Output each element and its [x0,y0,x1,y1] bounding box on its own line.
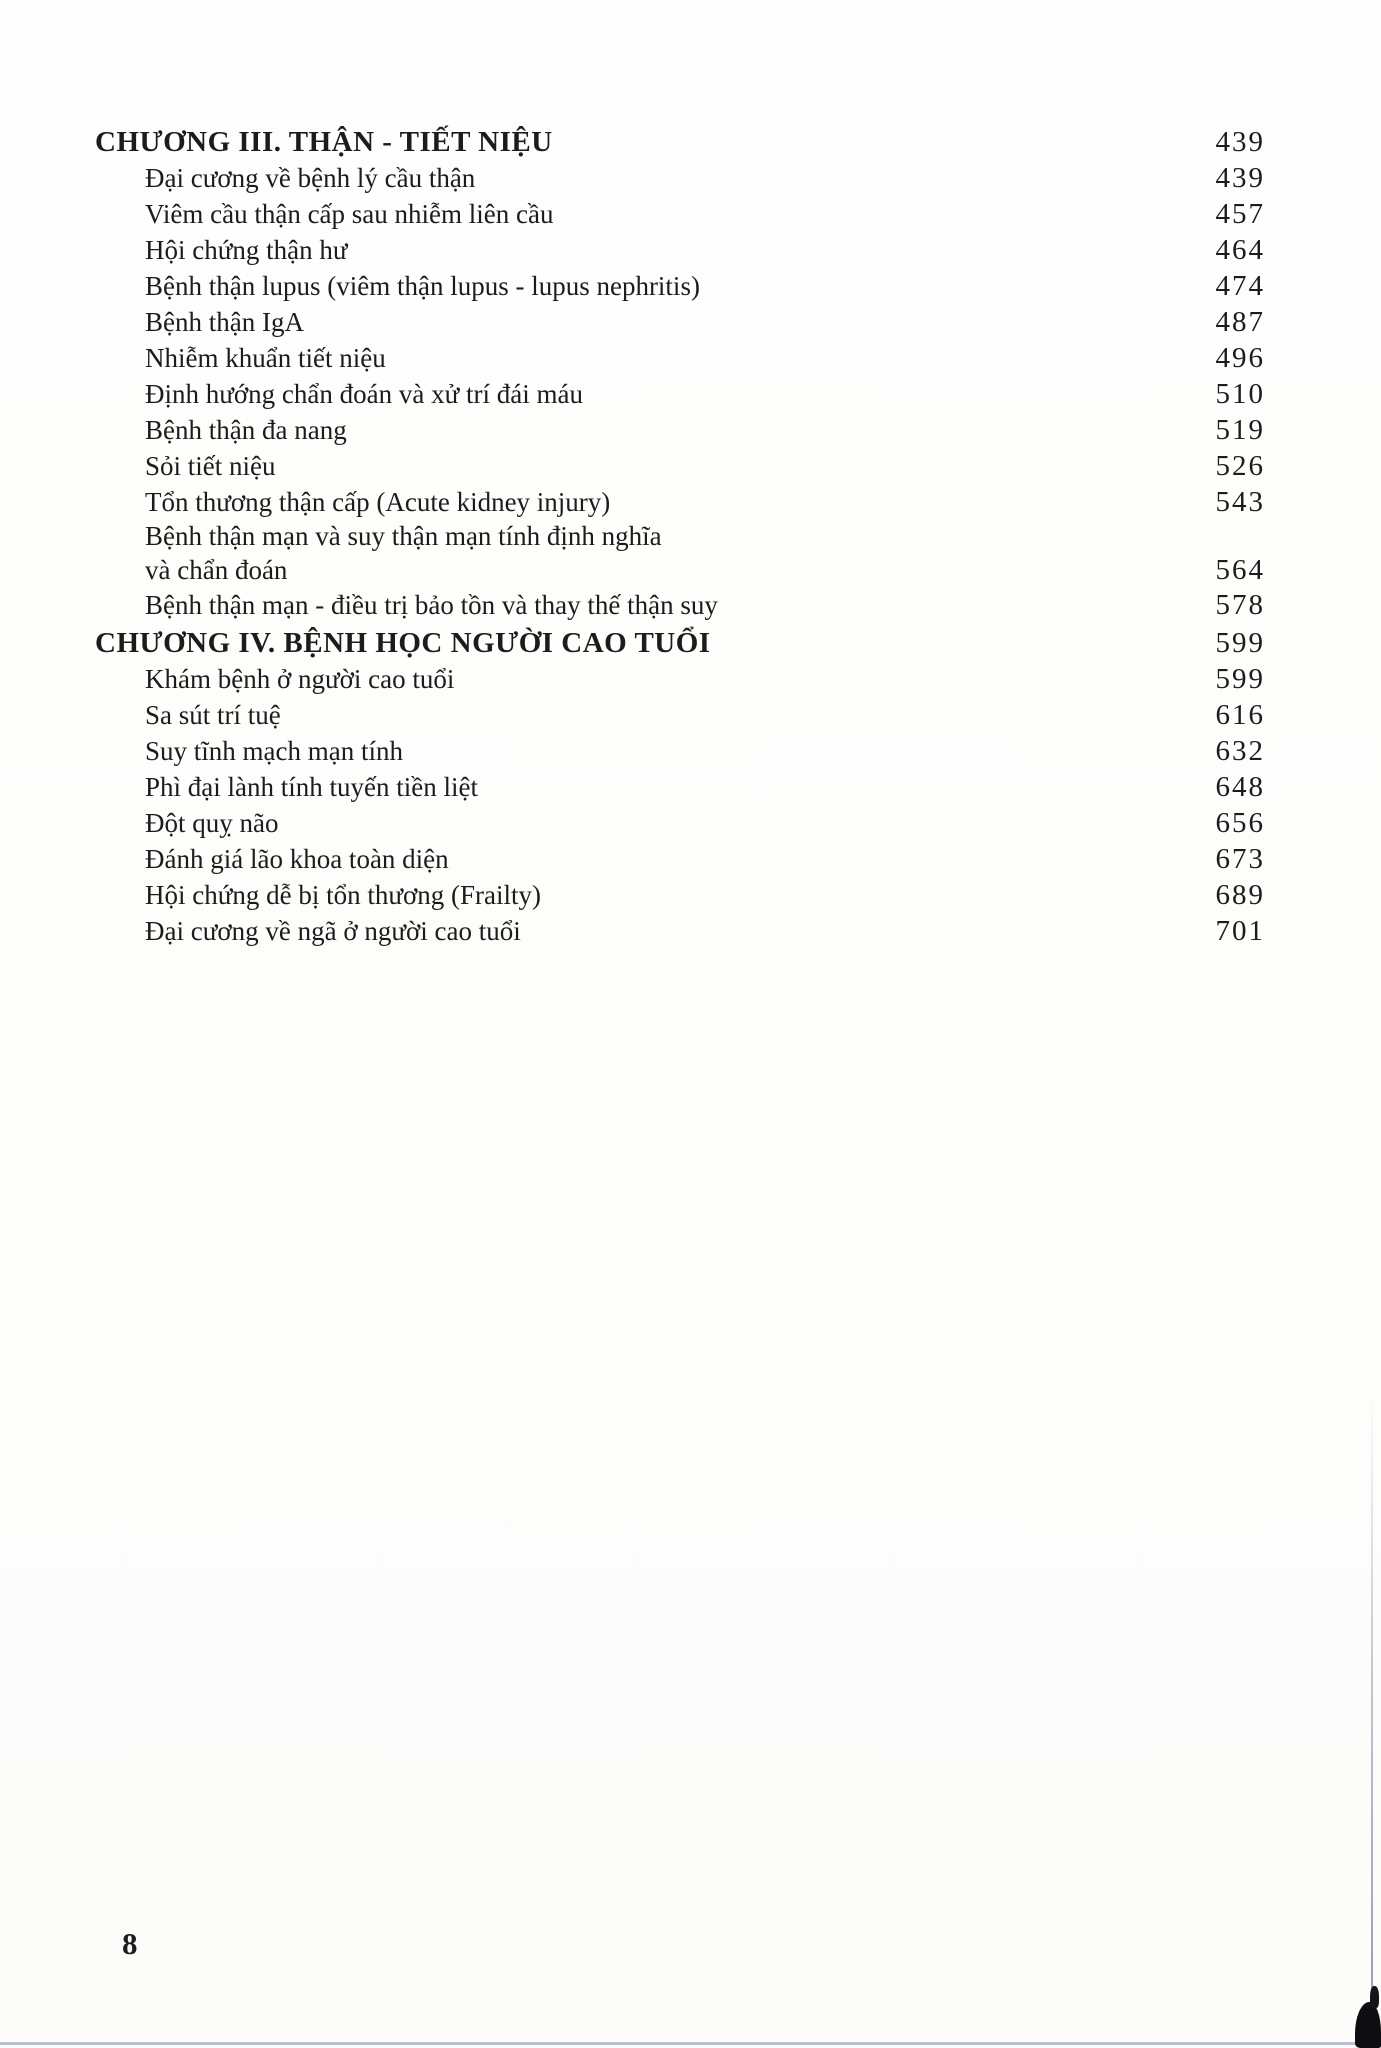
entry-title: Đại cương về bệnh lý cầu thận [145,163,476,193]
entry-page-number: 474 [1215,270,1265,302]
entry-page-number: 656 [1215,807,1265,839]
entry-page-number: 439 [1215,162,1265,194]
toc-entry [95,340,1265,376]
entry-title: Bệnh thận đa nang [145,415,347,445]
entry-page-number: 543 [1215,486,1265,518]
page-folio: 8 [122,1926,138,1961]
toc-entry [95,196,1265,232]
entry-title: Hội chứng thận hư [145,235,348,265]
toc-entry [95,587,1265,623]
toc-entry-line1 [95,520,1265,553]
entry-title: Bệnh thận IgA [145,307,304,337]
toc-entry [95,484,1265,520]
entry-page-number: 632 [1215,735,1265,767]
toc-entry [95,376,1265,412]
entry-page-number: 519 [1215,414,1265,446]
toc-entry [95,448,1265,484]
toc-entry [95,160,1265,196]
entry-title: Định hướng chẩn đoán và xử trí đái máu [145,379,583,409]
entry-page-number: 616 [1215,699,1265,731]
entry-page-number: 578 [1215,589,1265,621]
entry-title: Nhiễm khuẩn tiết niệu [145,343,386,373]
entry-page-number: 496 [1215,342,1265,374]
toc-entry [95,913,1265,949]
entry-title: Bệnh thận mạn và suy thận mạn tính định nghĩa [145,521,662,551]
entry-title: Đột quỵ não [145,808,279,838]
entry-page-number: 526 [1215,450,1265,482]
scan-edge-bottom-line [0,2042,1381,2045]
toc-entry [95,304,1265,340]
entry-title: Hội chứng dễ bị tổn thương (Frailty) [145,880,541,910]
toc-entry [95,697,1265,733]
entry-page-number: 648 [1215,771,1265,803]
entry-page-number: 510 [1215,378,1265,410]
chapter-heading-row [95,124,1265,160]
ink-blot [1355,2002,1381,2048]
entry-title: Sa sút trí tuệ [145,700,281,730]
toc-entry [95,232,1265,268]
entry-title: Bệnh thận lupus (viêm thận lupus - lupus nephritis) [145,271,700,301]
chapter-heading: CHƯƠNG IV. BỆNH HỌC NGƯỜI CAO TUỔI [95,627,711,659]
entry-title: Bệnh thận mạn - điều trị bảo tồn và thay thế thận suy [145,590,718,620]
entry-page-number: 564 [1215,554,1265,586]
entry-page-number: 673 [1215,843,1265,875]
entry-title: Sỏi tiết niệu [145,451,276,481]
toc-entry [95,877,1265,913]
entry-page-number: 689 [1215,879,1265,911]
entry-title: Đánh giá lão khoa toàn diện [145,844,449,874]
toc-entry [95,268,1265,304]
toc-entry-line2 [95,553,1265,587]
entry-title: Viêm cầu thận cấp sau nhiễm liên cầu [145,199,554,229]
chapter-page-number: 439 [1215,126,1265,158]
table-of-contents [95,122,1265,949]
entry-page-number: 487 [1215,306,1265,338]
entry-page-number: 457 [1215,198,1265,230]
entry-title: Phì đại lành tính tuyến tiền liệt [145,772,478,802]
chapter-heading-row [95,625,1265,661]
scan-edge-vertical-line [1371,1390,1373,2048]
toc-entry [95,805,1265,841]
entry-page-number: 599 [1215,663,1265,695]
entry-page-number: 464 [1215,234,1265,266]
chapter-heading: CHƯƠNG III. THẬN - TIẾT NIỆU [95,126,553,158]
toc-entry [95,733,1265,769]
entry-title: Tổn thương thận cấp (Acute kidney injury) [145,487,611,517]
toc-entry [95,661,1265,697]
entry-title-continuation: và chẩn đoán [145,555,288,585]
entry-page-number: 701 [1215,915,1265,947]
chapter-page-number: 599 [1215,627,1265,659]
entry-title: Suy tĩnh mạch mạn tính [145,736,403,766]
toc-entry [95,769,1265,805]
entry-title: Đại cương về ngã ở người cao tuổi [145,916,521,946]
toc-entry [95,841,1265,877]
toc-entry [95,412,1265,448]
entry-title: Khám bệnh ở người cao tuổi [145,664,455,694]
